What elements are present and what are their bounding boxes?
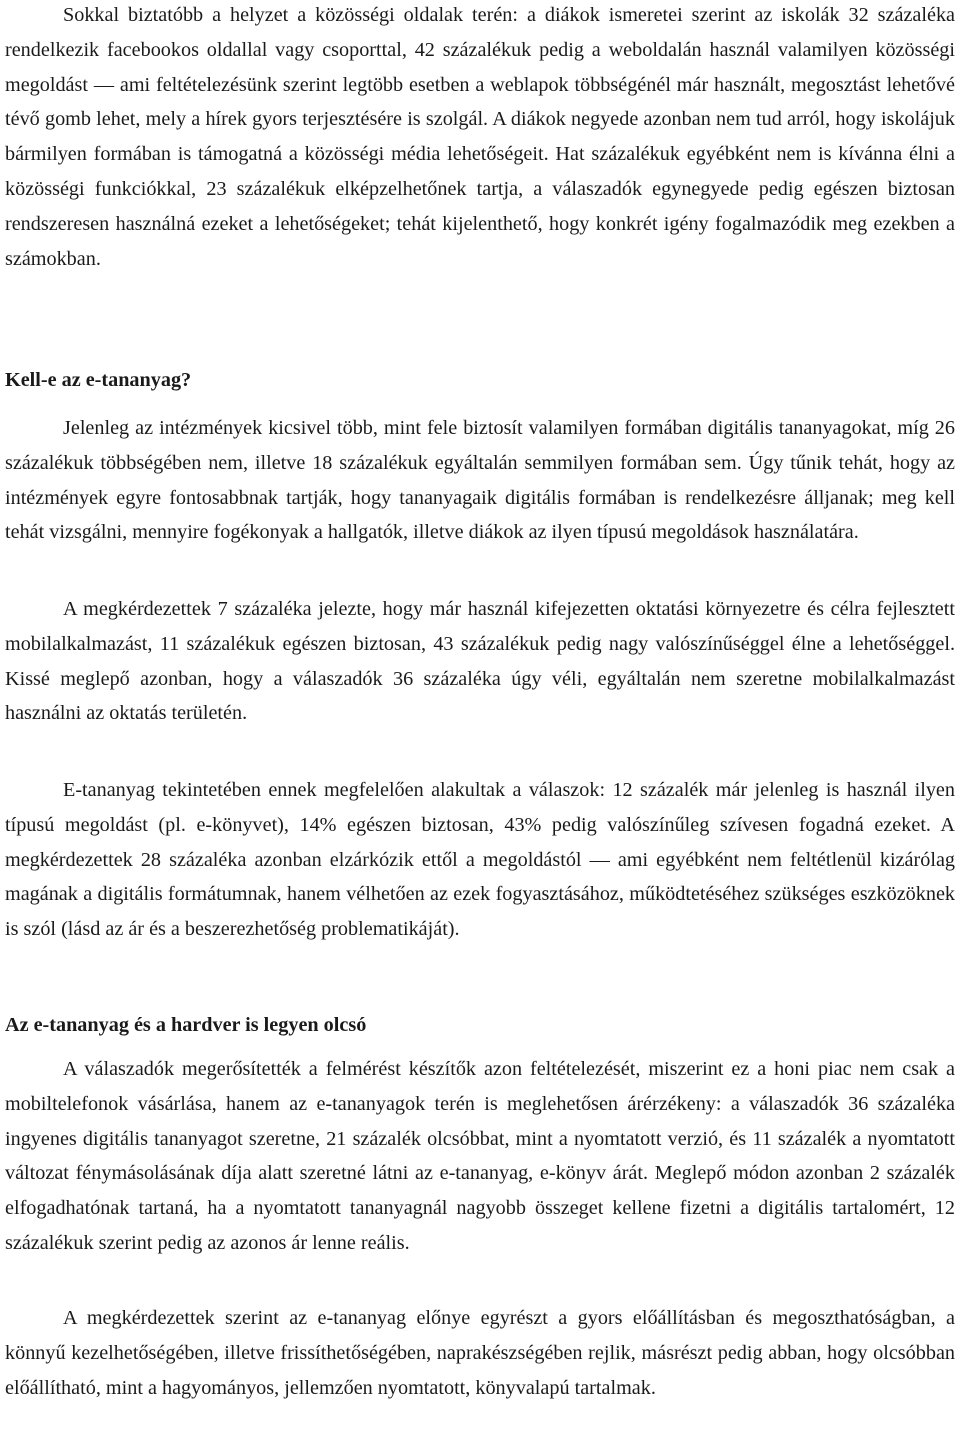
heading-e-learning-material: Kell-e az e-tananyag? <box>5 369 192 391</box>
paragraph-social-media: Sokkal biztatóbb a helyzet a közösségi oldalak terén: a diákok ismeretei szerint az iskolák 32 százaléka rendelkezik facebookos oldallal vagy csoporttal, 42 százalékuk pedig a weboldalán használ valamilyen közösségi megoldást ― ami feltételezésünk szerint legtöbb esetben a weblapok többségénél már használt, megosztást lehetővé tévő gomb lehet, mely a hírek gyors terjesztésére is szolgál. A diákok negyede azonban nem tud arról, hogy iskolájuk bármilyen formában is támogatná a közösségi média lehetőségeit. Hat százalékuk egyébként nem is kívánna élni a közösségi funkciókkal, 23 százalékuk elképzelhetőnek tartja, a válaszadók egynegyede pedig egészen biztosan rendszeresen használná ezeket a lehetőségeket; tehát kijelenthető, hogy konkrét igény fogalmazódik meg ezekben a számokban. <box>5 4 955 270</box>
paragraph-price-sensitivity: A válaszadók megerősítették a felmérést készítők azon feltételezését, miszerint ez a honi piac nem csak a mobiltelefonok vásárlása, hanem az e-tananyagok terén is meglehetősen árérzékeny: a válaszadók 36 százaléka ingyenes digitális tananyagot szeretne, 21 százalék olcsóbbat, mint a nyomtatott verzió, és 11 százalék a nyomtatott változat fénymásolásának díja alatt szeretné látni az e-tananyag, e-könyv árát. Meglepő módon azonban 2 százalék elfogadhatónak tartaná, ha a nyomtatott tananyagnál nagyobb összeget kellene fizetni a digitális tartalomért, 12 százalékuk szerint pedig az azonos ár lenne reális. <box>5 1058 955 1254</box>
heading-cheap-hardware: Az e-tananyag és a hardver is legyen olcsó <box>5 1014 367 1036</box>
paragraph-mobile-apps: A megkérdezettek 7 százaléka jelezte, hogy már használ kifejezetten oktatási környezetre és célra fejlesztett mobilalkalmazást, 11 százalékuk egészen biztosan, 43 százalékuk pedig nagy valószínűséggel élne a lehetőséggel. Kissé meglepő azonban, hogy a válaszadók 36 százaléka úgy véli, egyáltalán nem szeretne mobilalkalmazást használni az oktatás területén. <box>5 598 955 725</box>
paragraph-advantages: A megkérdezettek szerint az e-tananyag előnye egyrészt a gyors előállításban és megoszthatóságban, a könnyű kezelhetőségében, illetve frissíthetőségében, naprakészségében rejlik, másrészt pedig abban, hogy olcsóbban előállítható, mint a hagyományos, jellemzően nyomtatott, könyvalapú tartalmak. <box>5 1307 955 1399</box>
paragraph-digital-materials: Jelenleg az intézmények kicsivel több, mint fele biztosít valamilyen formában digitális tananyagokat, míg 26 százalékuk többségében nem, illetve 18 százalékuk egyáltalán semmilyen formában sem. Úgy tűnik tehát, hogy az intézmények egyre fontosabbnak tartják, hogy tananyagaik digitális formában is rendelkezésre álljanak; meg kell tehát vizsgálni, mennyire fogékonyak a hallgatók, illetve diákok az ilyen típusú megoldások használatára. <box>5 417 955 544</box>
paragraph-e-book-adoption: E-tananyag tekintetében ennek megfelelően alakultak a válaszok: 12 százalék már jelenleg is használ ilyen típusú megoldást (pl. e-könyvet), 14% egészen biztosan, 43% pedig valószínűleg szívesen fogadná ezeket. A megkérdezettek 28 százaléka azonban elzárkózik ettől a megoldástól ― ami egyébként nem feltétlenül kizárólag magának a digitális formátumnak, hanem vélhetően az ezek fogyasztásához, működtetéséhez szükséges eszközöknek is szól (lásd az ár és a beszerezhetőség problematikáját). <box>5 779 955 941</box>
